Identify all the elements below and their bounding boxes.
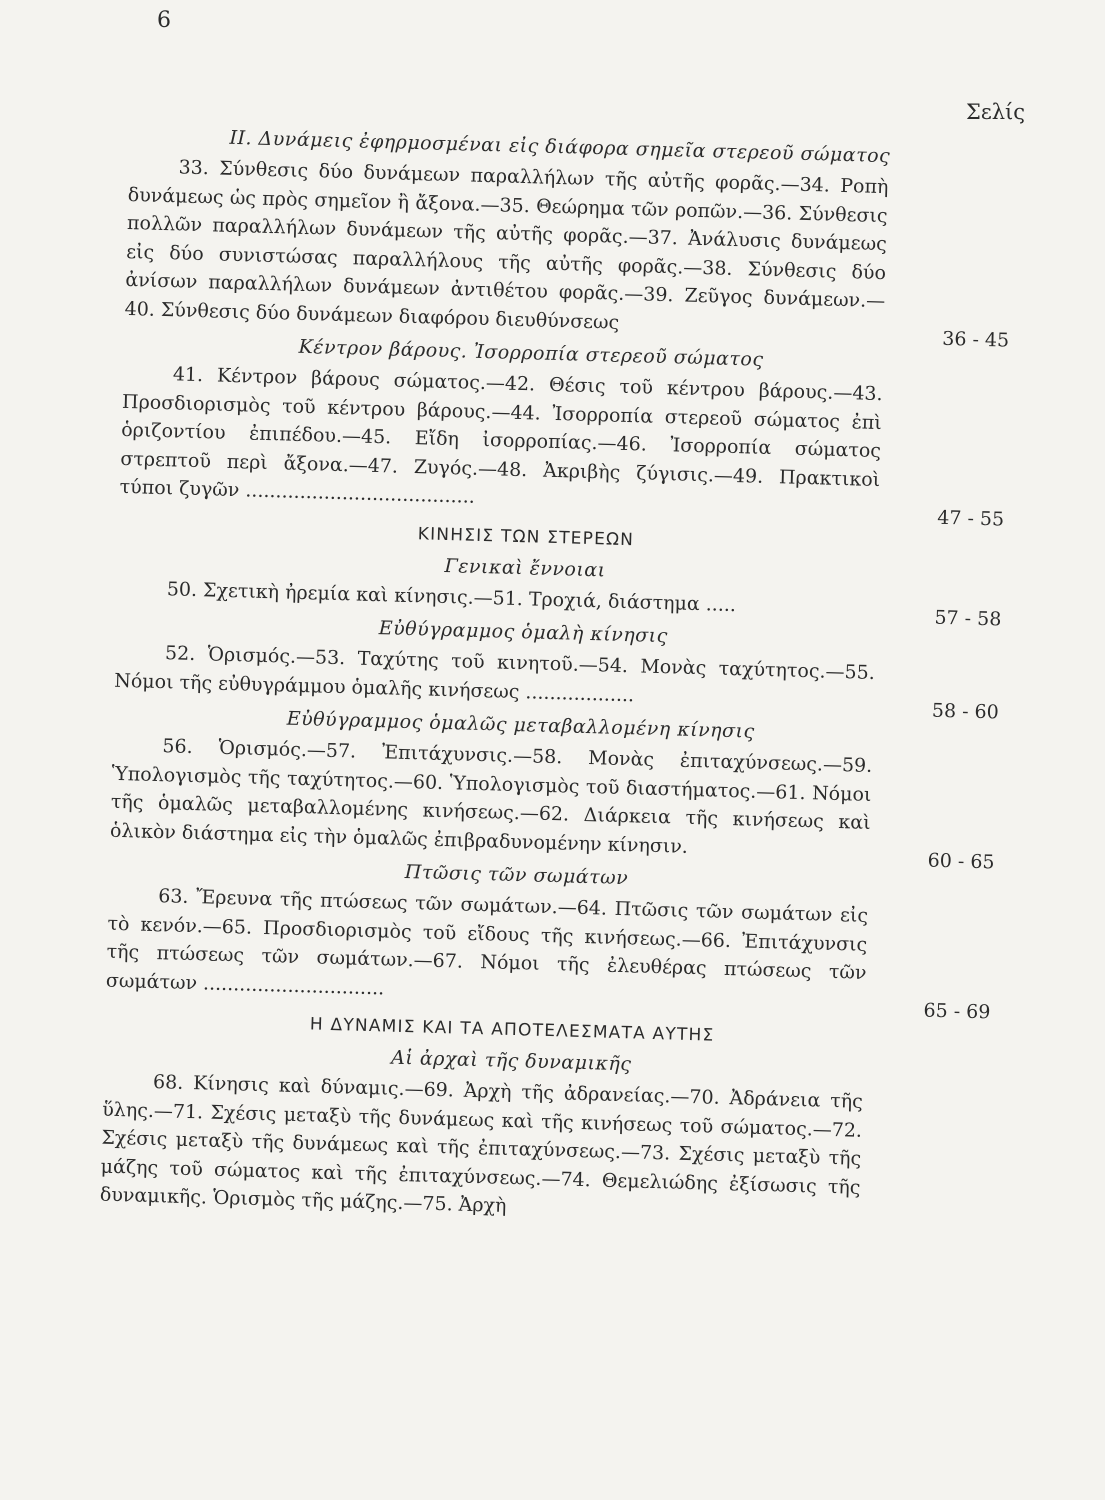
toc-entry <box>109 731 1018 874</box>
entry-text: 52. Ὁρισμός.—53. Ταχύτης τοῦ κινητοῦ.—54. Μονὰς ταχύτητος.—55. Νόμοι τῆς εὐθυγράμμου ὁμαλῆς κινήσεως .................. <box>113 642 876 706</box>
section-title: Πτῶσις τῶν σωμάτων <box>404 860 629 890</box>
toc-entry <box>100 1067 1009 1235</box>
chapter-heading: ΚΙΝΗΣΙΣ ΤΩΝ ΣΤΕΡΕΩΝ <box>417 523 635 550</box>
section-title: Εὐθύγραμμος ὁμαλὴ κίνησις <box>378 617 669 648</box>
entry-text: 63. Ἔρευνα τῆς πτώσεως τῶν σωμάτων.—64. Πτῶσις τῶν σωμάτων εἰς τὸ κενόν.—65. Προσδιορισμὸς τοῦ εἴδους τῆς κινήσεως.—66. Ἐπιτάχυνσις τῆς πτώσεως τῶν σωμάτων.—67. Νόμοι τῆς ἐλευθέρας πτώσεως τῶν σωμάτων .............................. <box>105 885 869 999</box>
chapter-heading: Η ΔΥΝΑΜΙΣ ΚΑΙ ΤΑ ΑΠΟΤΕΛΕΣΜΑΤΑ ΑΥΤΗΣ <box>309 1014 715 1046</box>
section-title: Γενικαὶ ἔννοιαι <box>444 554 606 581</box>
entry-pages: 57 - 58 <box>934 606 1002 631</box>
section-title: Εὐθύγραμμος ὁμαλῶς μεταβαλλομένη κίνησις <box>286 707 755 743</box>
section-title: Κέντρον βάρους. Ἰσορροπία στερεοῦ σώματος <box>298 335 764 371</box>
table-of-contents <box>99 118 1034 1242</box>
entry-text: 56. Ὁρισμός.—57. Ἐπιτάχυνσις.—58. Μονὰς ἐπιταχύνσεως.—59. Ὑπολογισμὸς τῆς ταχύτητος.—60. Ὑπολογισμὸς τοῦ διαστήματος.—61. Νόμοι τῆς ὁμαλῶς μεταβαλλομένης κινήσεως.—62. Διάρκεια τῆς κινήσεως καὶ ὁλικὸν διάστημα εἰς τὴν ὁμαλῶς ἐπιβραδυνομένην κίνησιν. <box>109 735 873 858</box>
entry-pages: 60 - 65 <box>927 849 995 874</box>
entry-pages: 36 - 45 <box>941 327 1010 352</box>
entry-pages: 65 - 69 <box>923 999 991 1024</box>
pages-column-header: Σελίς <box>966 100 1026 124</box>
section-title: ΙΙ. Δυνάμεις ἐφηρμοσμέναι εἰς διάφορα σημεῖα στερεοῦ σώματος <box>229 126 891 168</box>
entry-pages: 58 - 60 <box>931 699 1000 724</box>
entry-text: 33. Σύνθεσις δύο δυνάμεων παραλλήλων τῆς αὐτῆς φορᾶς.—34. Ροπὴ δυνάμεως ὡς πρὸς σημεῖον ἢ ἄξονα.—35. Θεώρημα τῶν ροπῶν.—36. Σύνθεσις πολλῶν παραλλήλων δυνάμεων τῆς αὐτῆς φορᾶς.—37. Ἀνάλυσις δυνάμεως εἰς δύο συνιστώσας παραλλήλους τῆς αὐτῆς φορᾶς.—38. Σύνθεσις δύο ἀνίσων παραλλήλων δυνάμεων ἀντιθέτου φορᾶς.—39. Ζεῦγος δυνάμεων.—40. Σύνθεσις δύο δυνάμεων διαφόρου διευθύνσεως <box>124 156 889 334</box>
toc-entry <box>119 359 1028 531</box>
page-number: 6 <box>157 8 171 33</box>
section-title: Αἱ ἀρχαὶ τῆς δυναμικῆς <box>390 1046 632 1076</box>
entry-pages: 47 - 55 <box>937 506 1005 531</box>
entry-text: 68. Κίνησις καὶ δύναμις.—69. Ἀρχὴ τῆς ἀδρανείας.—70. Ἀδράνεια τῆς ὕλης.—71. Σχέσις μεταξὺ τῆς δυνάμεως καὶ τῆς κινήσεως τοῦ σώματος.—72. Σχέσις μεταξὺ τῆς δυνάμεως καὶ τῆς ἐπιταχύνσεως.—73. Σχέσις μεταξὺ τῆς μάζης τοῦ σώματος καὶ τῆς ἐπιταχύνσεως.—74. Θεμελιώδης ἐξίσωσις τῆς δυναμικῆς. Ὁρισμὸς τῆς μάζης.—75. Ἀρχὴ <box>99 1071 864 1217</box>
entry-text: 41. Κέντρον βάρους σώματος.—42. Θέσις τοῦ κέντρου βάρους.—43. Προσδιορισμὸς τοῦ κέντρου βάρους.—44. Ἰσορροπία στερεοῦ σώματος ἐπὶ ὁριζοντίου ἐπιπέδου.—45. Εἴδη ἰσορροπίας.—46. Ἰσορροπία σώματος στρεπτοῦ περὶ ἄξονα.—47. Ζυγός.—48. Ἀκριβὴς ζύγισις.—49. Πρακτικοὶ τύποι ζυγῶν ...................................... <box>119 363 883 508</box>
toc-entry <box>124 152 1033 352</box>
toc-entry <box>105 881 1014 1024</box>
entry-text: 50. Σχετικὴ ἠρεμία καὶ κίνησις.—51. Τροχιά, διάστημα ..... <box>166 577 737 616</box>
